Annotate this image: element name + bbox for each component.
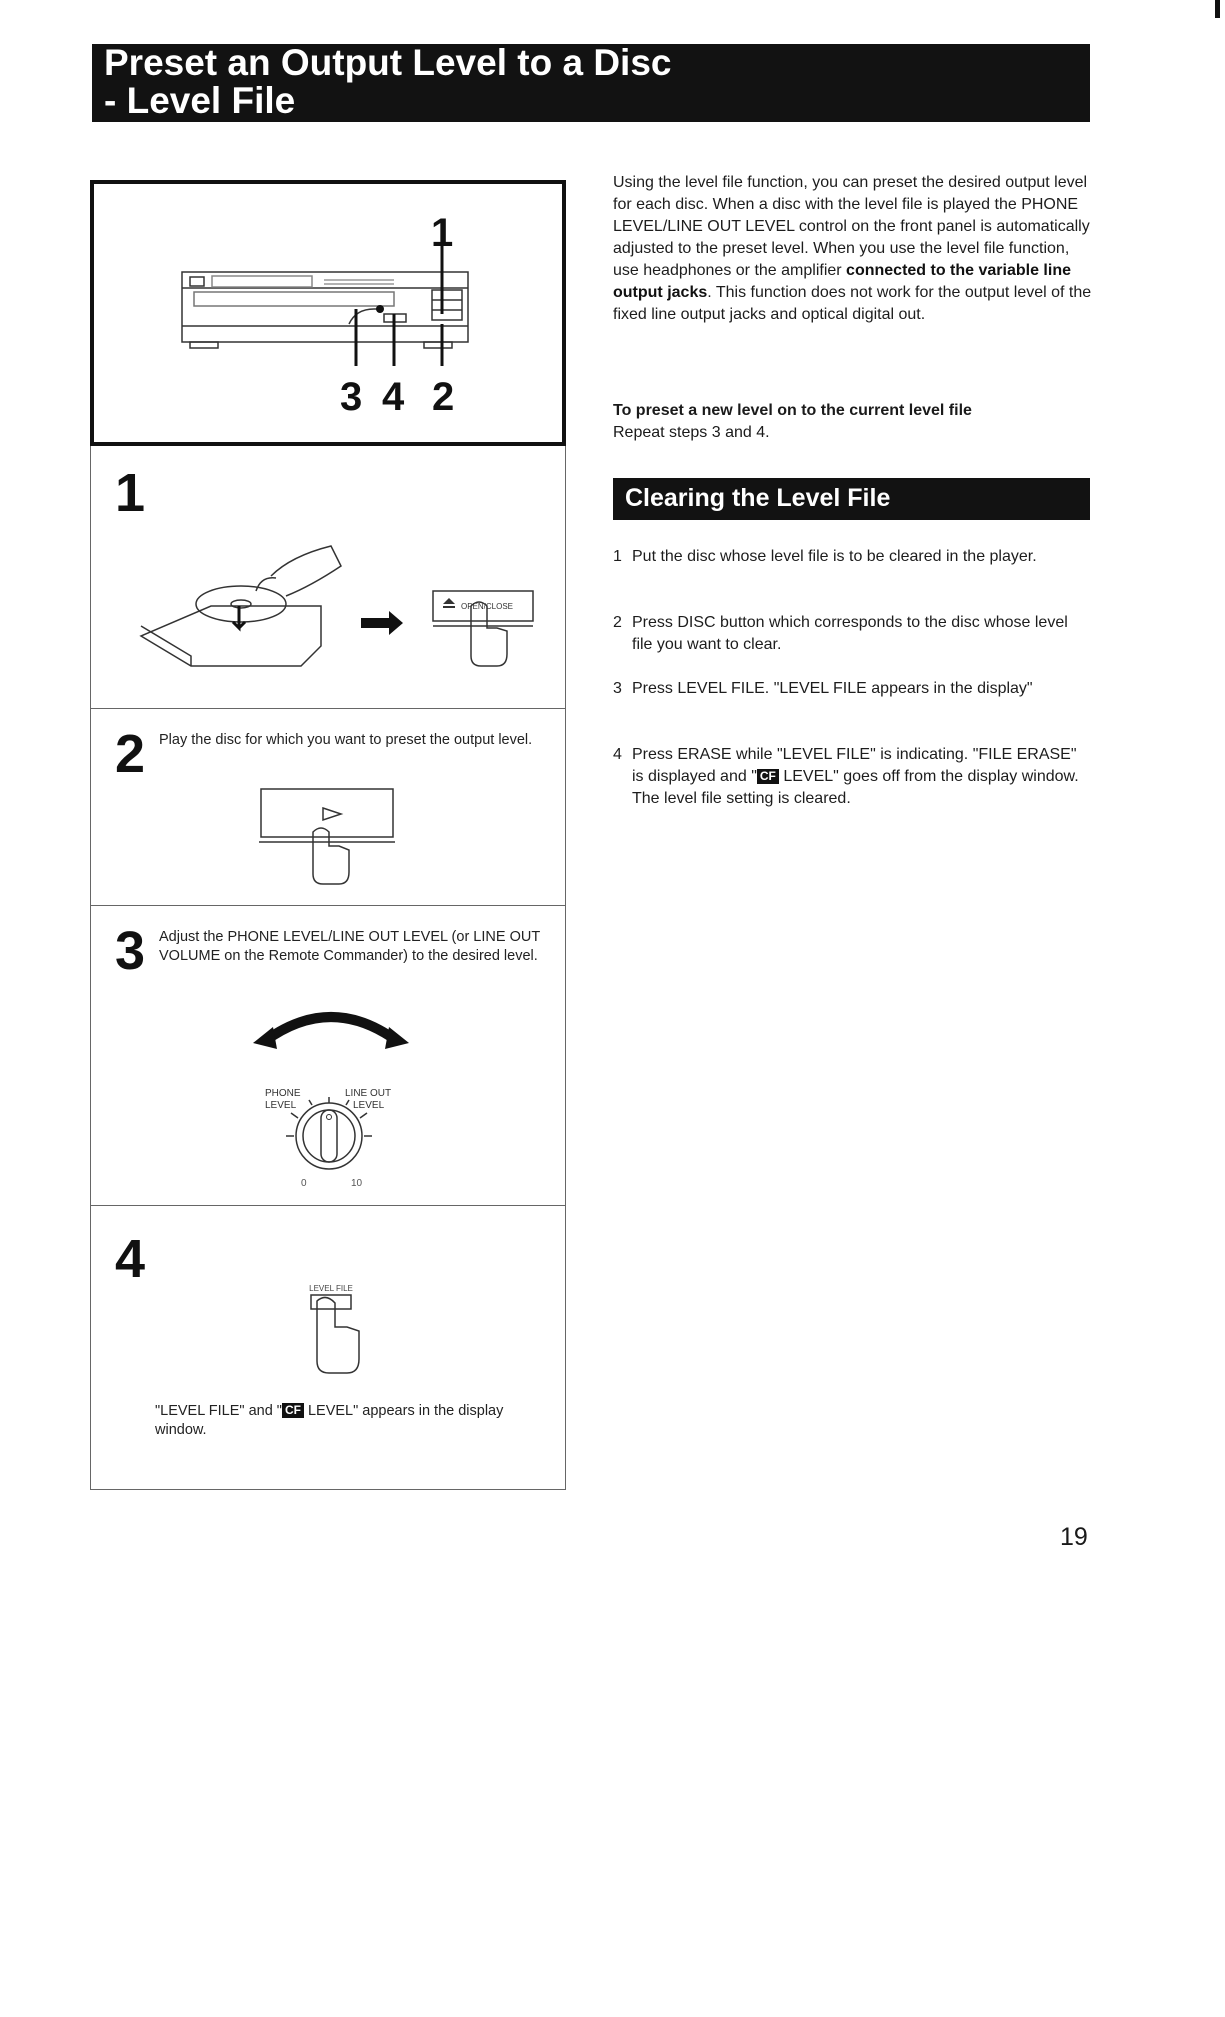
step-4-caption: [155, 1402, 515, 1440]
clearing-heading-bar: [613, 478, 1090, 520]
step-number-2: 2: [115, 724, 146, 784]
step-1: [90, 446, 566, 709]
item-text: [632, 744, 1082, 810]
rotate-left-arrow-icon: [253, 1027, 277, 1049]
level-knob-illustration: [231, 1001, 431, 1201]
item-4-part-1: Press ERASE while "LEVEL FILE" is indicating. "FILE ERASE" is displayed and ": [632, 746, 1077, 785]
intro-column: [613, 172, 1093, 326]
cd-player-front-illustration: [94, 184, 562, 442]
preset-new-heading: To preset a new level on to the current level file: [613, 402, 972, 419]
step-number-4: 4: [115, 1229, 146, 1289]
arrow-right-icon: [361, 611, 403, 635]
caption-part-2: LEVEL" appears in the display window.: [155, 1403, 504, 1438]
level-file-button-label: LEVEL FILE: [309, 1284, 353, 1293]
caption-part-1: "LEVEL FILE" and ": [155, 1403, 282, 1419]
item-4-part-2: LEVEL" goes off from the display window. The level file setting is cleared.: [632, 768, 1079, 807]
step-3-text: Adjust the PHONE LEVEL/LINE OUT LEVEL (or LINE OUT VOLUME on the Remote Commander) to the desired level.: [159, 929, 540, 964]
intro-paragraph: [613, 172, 1093, 326]
disc-loading-illustration: [131, 496, 551, 696]
intro-part-2: . This function does not work for the output level of the fixed line output jacks and optical digital out.: [613, 284, 1092, 323]
step-4: [90, 1206, 566, 1490]
overview-illustration: [90, 180, 566, 446]
rotate-right-arrow-icon: [385, 1027, 409, 1049]
callout-1: 1: [431, 211, 454, 255]
item-number: 4: [613, 746, 622, 763]
preset-new-text: Repeat steps 3 and 4.: [613, 424, 770, 441]
callout-4: 4: [382, 375, 405, 419]
cf-badge: CF: [757, 769, 779, 784]
knob-min-label: 0: [301, 1178, 307, 1189]
clearing-heading: Clearing the Level File: [625, 484, 891, 512]
step-number-1: 1: [115, 463, 146, 523]
edge-mark: [1215, 0, 1220, 18]
knob-label-phone: PHONE: [265, 1088, 301, 1099]
step-3: [90, 906, 566, 1206]
item-text: Press DISC button which corresponds to the disc whose level file you want to clear.: [632, 614, 1068, 653]
intro-bold: connected to the variable line output jacks: [613, 262, 1071, 301]
eject-icon: [443, 598, 455, 604]
callout-3: 3: [340, 375, 363, 419]
play-icon: [323, 808, 341, 820]
item-number: 3: [613, 680, 622, 697]
item-number: 2: [613, 614, 622, 631]
intro-part-1: Using the level file function, you can preset the desired output level for each disc. When a disc with the level file is played the PHONE LEVEL/LINE OUT LEVEL control on the front panel is automatically adjusted to the preset level. When you use the level file function, use headphones or the amplifier: [613, 174, 1090, 279]
cf-badge: CF: [282, 1403, 304, 1418]
page-title-line-1: Preset an Output Level to a Disc: [104, 42, 672, 83]
steps-panel: [90, 180, 566, 1490]
play-button-illustration: [251, 784, 411, 894]
knob-label-line-out: LINE OUT: [345, 1088, 392, 1099]
knob-max-label: 10: [351, 1178, 363, 1189]
knob-label-phone-level: LEVEL: [265, 1100, 297, 1111]
item-number: 1: [613, 548, 622, 565]
step-2: [90, 709, 566, 906]
page-number: 19: [1060, 1523, 1088, 1551]
step-number-3: 3: [115, 921, 146, 981]
callout-2: 2: [432, 375, 455, 419]
item-text: Press LEVEL FILE. "LEVEL FILE appears in the display": [632, 680, 1033, 697]
open-close-button: OPEN/CLOSE: [461, 602, 514, 611]
level-file-button-illustration: [281, 1281, 381, 1391]
title-bar: [92, 44, 1090, 122]
step-2-text: Play the disc for which you want to preset the output level.: [159, 732, 533, 748]
item-text: Put the disc whose level file is to be cleared in the player.: [632, 548, 1037, 565]
knob-label-line-out-level: LEVEL: [353, 1100, 385, 1111]
page-title-line-2: - Level File: [104, 80, 296, 121]
